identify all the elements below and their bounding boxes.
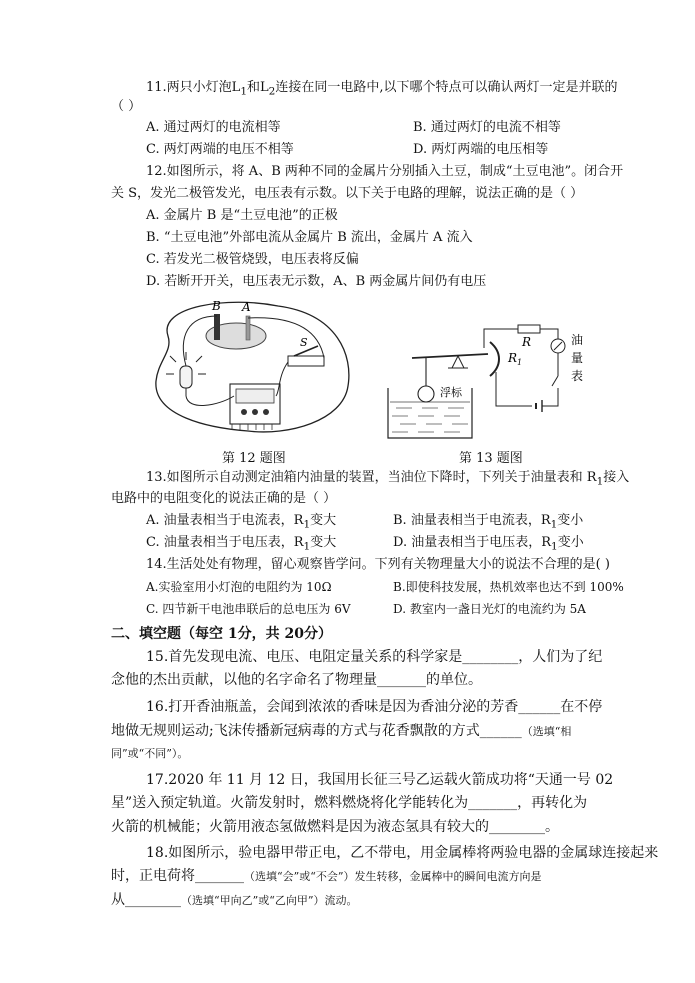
fig12-label-b: B bbox=[212, 299, 221, 313]
q14-option-d: D. 教室内一盏日光灯的电流约为 5A bbox=[393, 602, 586, 616]
q17-blank-2[interactable]: ________ bbox=[489, 819, 545, 835]
q16-blank-1[interactable]: ______ bbox=[518, 699, 561, 715]
q16-blank-2[interactable]: ______ bbox=[479, 723, 522, 739]
q12-stem-2: 关 S，发光二极管发光，电压表有示数。以下关于电路的理解，说法正确的是（ ） bbox=[111, 186, 584, 201]
q11-option-a: A. 通过两灯的电流相等 bbox=[146, 120, 281, 135]
q15-blank-2[interactable]: _______ bbox=[377, 672, 426, 688]
q12-option-c: C. 若发光二极管烧毁，电压表将反偏 bbox=[146, 252, 359, 267]
q16-line-3: 同”或“不同”）。 bbox=[111, 747, 189, 760]
q17-line-2: 星”送入预定轨道。火箭发射时，燃料燃烧将化学能转化为_______，再转化为 bbox=[111, 795, 588, 811]
q11-paren: （ ） bbox=[111, 99, 142, 114]
figure-13-oil-gauge bbox=[382, 322, 592, 440]
q17-line-3: 火箭的机械能；火箭用液态氢做燃料是因为液态氢具有较大的________。 bbox=[111, 819, 559, 835]
q13-option-d: D. 油量表相当于电压表，$R_1$变小 bbox=[393, 535, 584, 553]
fig13-caption: 第 13 题图 bbox=[459, 451, 523, 466]
q11-stem: 11.两只小灯泡$L_1$和$L_2$连接在同一电路中,以下哪个特点可以确认两灯一定是并联的 bbox=[146, 80, 618, 98]
q13-option-b: B. 油量表相当于电流表，$R_1$变小 bbox=[393, 513, 584, 531]
q18-line-1: 18.如图所示，验电器甲带正电，乙不带电，用金属棒将两验电器的金属球连接起来 bbox=[146, 845, 659, 861]
fig13-label-r1: $R_1$ bbox=[508, 351, 523, 367]
q18-line-3: 从________（选填“甲向乙”或“乙向甲”）流动。 bbox=[111, 892, 358, 908]
q15-blank-1[interactable]: ________ bbox=[462, 649, 519, 665]
q13-option-c: C. 油量表相当于电压表，$R_1$变大 bbox=[146, 535, 337, 553]
fig13-gauge-label-3: 表 bbox=[571, 369, 584, 383]
figure-12-potato-battery bbox=[148, 296, 358, 441]
q14-stem: 14.生活处处有物理，留心观察皆学问。下列有关物理量大小的说法不合理的是( ) bbox=[146, 557, 610, 572]
fig12-caption: 第 12 题图 bbox=[222, 451, 286, 466]
q15-line-2: 念他的杰出贡献，以他的名字命名了物理量_______的单位。 bbox=[111, 672, 482, 688]
q13-option-a: A. 油量表相当于电流表，$R_1$变大 bbox=[146, 513, 337, 531]
q12-option-a: A. 金属片 B 是“土豆电池”的正极 bbox=[146, 208, 338, 223]
q18-blank-1[interactable]: _______ bbox=[195, 868, 244, 884]
fig13-label-r: R bbox=[522, 335, 532, 349]
q15-line-1: 15.首先发现电流、电压、电阻定量关系的科学家是________，人们为了纪 bbox=[146, 649, 603, 665]
q11-option-c: C. 两灯两端的电压不相等 bbox=[146, 142, 294, 157]
fig12-label-s: S bbox=[300, 336, 308, 349]
q18-blank-2[interactable]: ________ bbox=[125, 892, 181, 908]
q13-stem-1: 13.如图所示自动测定油箱内油量的装置，当油位下降时，下列关于油量表和 $R_1$接入 bbox=[146, 470, 630, 488]
section-2-title: 二、填空题（每空 1分，共 20分） bbox=[111, 626, 332, 642]
q11-option-d: D. 两灯两端的电压相等 bbox=[413, 142, 549, 157]
q12-option-b: B. “土豆电池”外部电流从金属片 B 流出，金属片 A 流入 bbox=[146, 230, 473, 245]
q14-option-c: C. 四节新干电池串联后的总电压为 6V bbox=[146, 602, 351, 616]
q13-stem-2: 电路中的电阻变化的说法正确的是（ ） bbox=[111, 491, 337, 506]
q14-option-a: A.实验室用小灯泡的电阻约为 10Ω bbox=[146, 580, 332, 594]
fig12-label-a: A bbox=[242, 300, 251, 314]
q17-blank-1[interactable]: _______ bbox=[468, 795, 518, 811]
q18-line-2: 时，正电荷将_______（选填“会”或“不会”）发生转移，金属棒中的瞬间电流方向是 bbox=[111, 868, 542, 884]
q17-line-1: 17.2020 年 11 月 12 日，我国用长征三号乙运载火箭成功将“天通一号 02 bbox=[146, 772, 614, 788]
q16-line-2: 地做无规则运动;飞沫传播新冠病毒的方式与花香飘散的方式______（选填“相 bbox=[111, 723, 572, 739]
q16-line-1: 16.打开香油瓶盖，会闻到浓浓的香味是因为香油分泌的芳香______在不停 bbox=[146, 699, 603, 715]
q12-option-d: D. 若断开开关，电压表无示数，A、B 两金属片间仍有电压 bbox=[146, 274, 487, 289]
fig13-gauge-label-2: 量 bbox=[571, 351, 584, 365]
q14-option-b: B.即使科技发展，热机效率也达不到 100% bbox=[393, 580, 624, 594]
fig13-float-label: 浮标 bbox=[440, 386, 462, 399]
q11-option-b: B. 通过两灯的电流不相等 bbox=[413, 120, 561, 135]
q12-stem-1: 12.如图所示，将 A、B 两种不同的金属片分别插入土豆，制成“土豆电池”。闭合开 bbox=[146, 164, 624, 179]
fig13-gauge-label-1: 油 bbox=[571, 333, 584, 347]
